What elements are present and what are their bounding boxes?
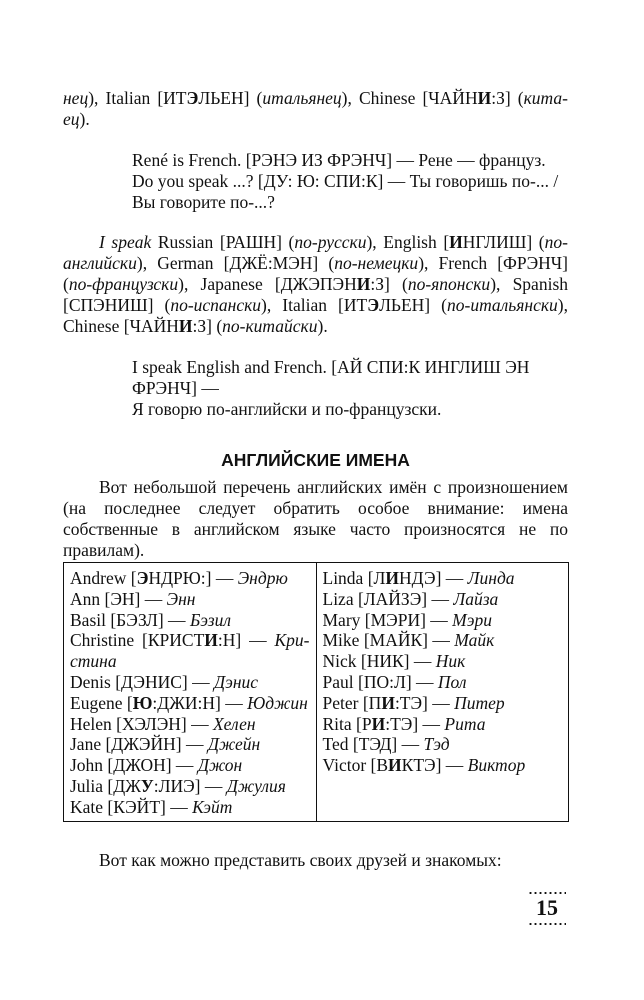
name-english: Jane [ДЖЭЙН] —: [70, 734, 208, 755]
name-entry: [323, 651, 563, 672]
name-entry: [323, 714, 563, 735]
stressed-vowel: Ю: [132, 692, 153, 713]
text-fragment: :З] (: [491, 88, 524, 108]
text-fragment: ЛЬЕН] (: [198, 88, 263, 108]
stressed-vowel: И: [204, 630, 218, 651]
name-english: Kate [КЭЙТ] —: [70, 796, 193, 817]
name-russian: Энн: [166, 588, 196, 609]
text-fragment: ), Chinese [ЧАЙН: [341, 88, 478, 108]
page-number-block: [528, 895, 566, 921]
example-line: Вы говорите по-...?: [132, 192, 275, 212]
name-russian: Джон: [197, 755, 243, 776]
stressed-vowel: И: [388, 755, 402, 776]
section-heading: АНГЛИЙСКИЕ ИМЕНА: [221, 450, 410, 470]
name-russian: Питер: [454, 692, 505, 713]
name-entry: [70, 797, 310, 818]
name-russian: Виктор: [467, 755, 526, 776]
name-english: Denis [ДЭНИС] —: [70, 671, 214, 692]
example-line: I speak English and French. [АЙ СПИ:К ИНГЛИШ ЭН: [132, 357, 530, 377]
name-entry: [70, 630, 310, 672]
text-fragment: по-итальянски: [447, 295, 558, 315]
stressed-vowel: И: [449, 232, 463, 252]
text-fragment: ).: [317, 316, 328, 336]
table-row: [64, 563, 569, 822]
name-transcription: :ТЭ] —: [385, 713, 445, 734]
paragraph-languages: [63, 232, 568, 337]
stressed-vowel: У: [140, 775, 154, 796]
example-line: ФРЭНЧ] —: [132, 378, 219, 398]
paragraph-intro: [63, 477, 568, 561]
name-english: Mike [МАЙК] —: [322, 630, 455, 651]
name-transcription: НДЭ] —: [399, 568, 468, 588]
name-entry: [70, 568, 310, 589]
name-entry: [323, 672, 563, 693]
stressed-vowel: И: [371, 713, 386, 734]
stressed-vowel: И: [385, 568, 400, 588]
text-fragment: по-китайски: [222, 316, 318, 336]
example-line: Do you speak ...? [ДУ: Ю: СПИ:К] — Ты говоришь по-... /: [132, 171, 559, 191]
paragraph-nationalities: [63, 88, 568, 130]
name-russian: Эндрю: [237, 568, 288, 588]
text-fragment: :З] (: [192, 316, 223, 336]
text-fragment: ), Chinese [ЧАЙН: [63, 295, 568, 336]
name-russian: Кри-стина: [70, 630, 310, 672]
name-entry: [70, 734, 310, 755]
name-english: Basil [БЭЗЛ] —: [70, 609, 190, 630]
name-russian: Лайза: [453, 588, 499, 609]
name-english: Andrew [: [70, 568, 137, 588]
name-russian: Мэри: [452, 609, 492, 630]
name-english: Ann [ЭН] —: [70, 588, 167, 609]
text-fragment: по-немецки: [334, 253, 419, 273]
names-table: [63, 562, 569, 822]
text-fragment: Russian [РАШН] (: [151, 232, 295, 252]
text-fragment: ), English [: [366, 232, 450, 252]
name-transcription: :ТЭ] —: [394, 692, 455, 713]
stressed-vowel: Э: [367, 295, 380, 315]
text-fragment: по-испански: [170, 295, 262, 315]
name-entry: [70, 755, 310, 776]
name-entry: [70, 589, 310, 610]
name-entry: [70, 610, 310, 631]
name-entry: [323, 610, 563, 631]
text-fragment: нец: [63, 88, 89, 108]
name-russian: Майк: [454, 630, 495, 651]
name-english: Ted [ТЭД] —: [322, 734, 424, 755]
name-russian: Юджин: [247, 692, 308, 713]
name-russian: Тэд: [423, 734, 450, 755]
text-fragment: I speak: [99, 232, 152, 252]
stressed-vowel: И: [381, 692, 395, 713]
name-english: Victor [В: [322, 755, 389, 776]
names-column-left: [64, 563, 317, 822]
stressed-vowel: Э: [136, 568, 149, 588]
name-english: Helen [ХЭЛЭН] —: [70, 713, 213, 734]
name-entry: [323, 755, 563, 776]
stressed-vowel: И: [477, 88, 492, 108]
text-fragment: ), Italian [ИТ: [88, 88, 187, 108]
name-transcription: КТЭ] —: [401, 755, 468, 776]
text-fragment: ).: [79, 109, 90, 129]
name-transcription: :Н] —: [217, 630, 275, 651]
dotted-rule-bottom: [528, 923, 566, 925]
name-entry: [70, 672, 310, 693]
name-entry: [70, 776, 310, 797]
closing-sentence: Вот как можно представить своих друзей и знакомых:: [99, 850, 502, 870]
text-fragment: НГЛИШ] (: [462, 232, 545, 252]
text-fragment: ), Italian [ИТ: [261, 295, 368, 315]
example-block-2: [132, 357, 572, 420]
name-entry: [323, 734, 563, 755]
example-line: René is French. [РЭНЭ ИЗ ФРЭНЧ] — Рене — француз.: [132, 150, 546, 170]
text-fragment: ЛЬЕН] (: [379, 295, 447, 315]
name-english: Eugene [: [70, 692, 133, 713]
stressed-vowel: Э: [186, 88, 199, 108]
name-english: Liza [ЛАЙЗЭ] —: [322, 588, 454, 609]
text-fragment: ), Japanese [ДЖЭПЭН: [178, 274, 357, 294]
name-english: Paul [ПО:Л] —: [322, 671, 438, 692]
name-english: Mary [МЭРИ] —: [322, 609, 453, 630]
name-transcription: :ЛИЭ] —: [153, 775, 227, 796]
text-fragment: по-русски: [294, 232, 367, 252]
dotted-rule-top: [528, 892, 566, 894]
name-russian: Кэйт: [192, 796, 233, 817]
text-fragment: ), French [ФРЭНЧ] (: [63, 253, 569, 294]
text-fragment: ), Spanish [СПЭНИШ] (: [63, 274, 568, 315]
intro-text: Вот небольшой перечень английских имён с произношением (на последнее следует обратить особое внимание: имена собственные в английском языке часто произносятся не по правилам).: [63, 477, 568, 560]
name-entry: [323, 693, 563, 714]
name-russian: Рита: [444, 713, 486, 734]
name-entry: [70, 693, 310, 714]
name-russian: Джейн: [207, 734, 261, 755]
name-english: Linda [Л: [322, 568, 386, 588]
name-russian: Пол: [437, 671, 467, 692]
page-number: 15: [536, 895, 558, 920]
stressed-vowel: И: [356, 274, 371, 294]
text-fragment: ), German [ДЖЁ:МЭН] (: [136, 253, 335, 273]
name-english: Nick [НИК] —: [322, 651, 436, 672]
name-english: Peter [П: [322, 692, 382, 713]
name-russian: Линда: [467, 568, 515, 588]
name-entry: [323, 630, 563, 651]
name-transcription: НДРЮ:] —: [148, 568, 238, 588]
name-russian: Хелен: [212, 713, 256, 734]
name-russian: Джулия: [226, 775, 286, 796]
name-entry: [323, 568, 563, 589]
example-block-1: [132, 150, 572, 213]
example-line: Я говорю по-английски и по-французски.: [132, 399, 442, 419]
name-english: Julia [ДЖ: [70, 775, 141, 796]
name-english: Christine [КРИСТ: [70, 630, 205, 651]
name-english: Rita [Р: [322, 713, 372, 734]
stressed-vowel: И: [178, 316, 193, 336]
text-fragment: по-английски: [63, 232, 568, 273]
name-entry: [70, 714, 310, 735]
text-fragment: по-японски: [407, 274, 491, 294]
text-fragment: :З] (: [370, 274, 408, 294]
text-fragment: итальянец: [262, 88, 342, 108]
text-fragment: по-французски: [68, 274, 179, 294]
text-fragment: кита-ец: [63, 88, 568, 129]
name-transcription: :ДЖИ:Н] —: [152, 692, 248, 713]
name-english: John [ДЖОН] —: [70, 755, 198, 776]
name-russian: Дэнис: [213, 671, 259, 692]
name-entry: [323, 589, 563, 610]
names-column-right: [316, 563, 569, 822]
name-russian: Бэзил: [189, 609, 231, 630]
name-russian: Ник: [435, 651, 466, 672]
